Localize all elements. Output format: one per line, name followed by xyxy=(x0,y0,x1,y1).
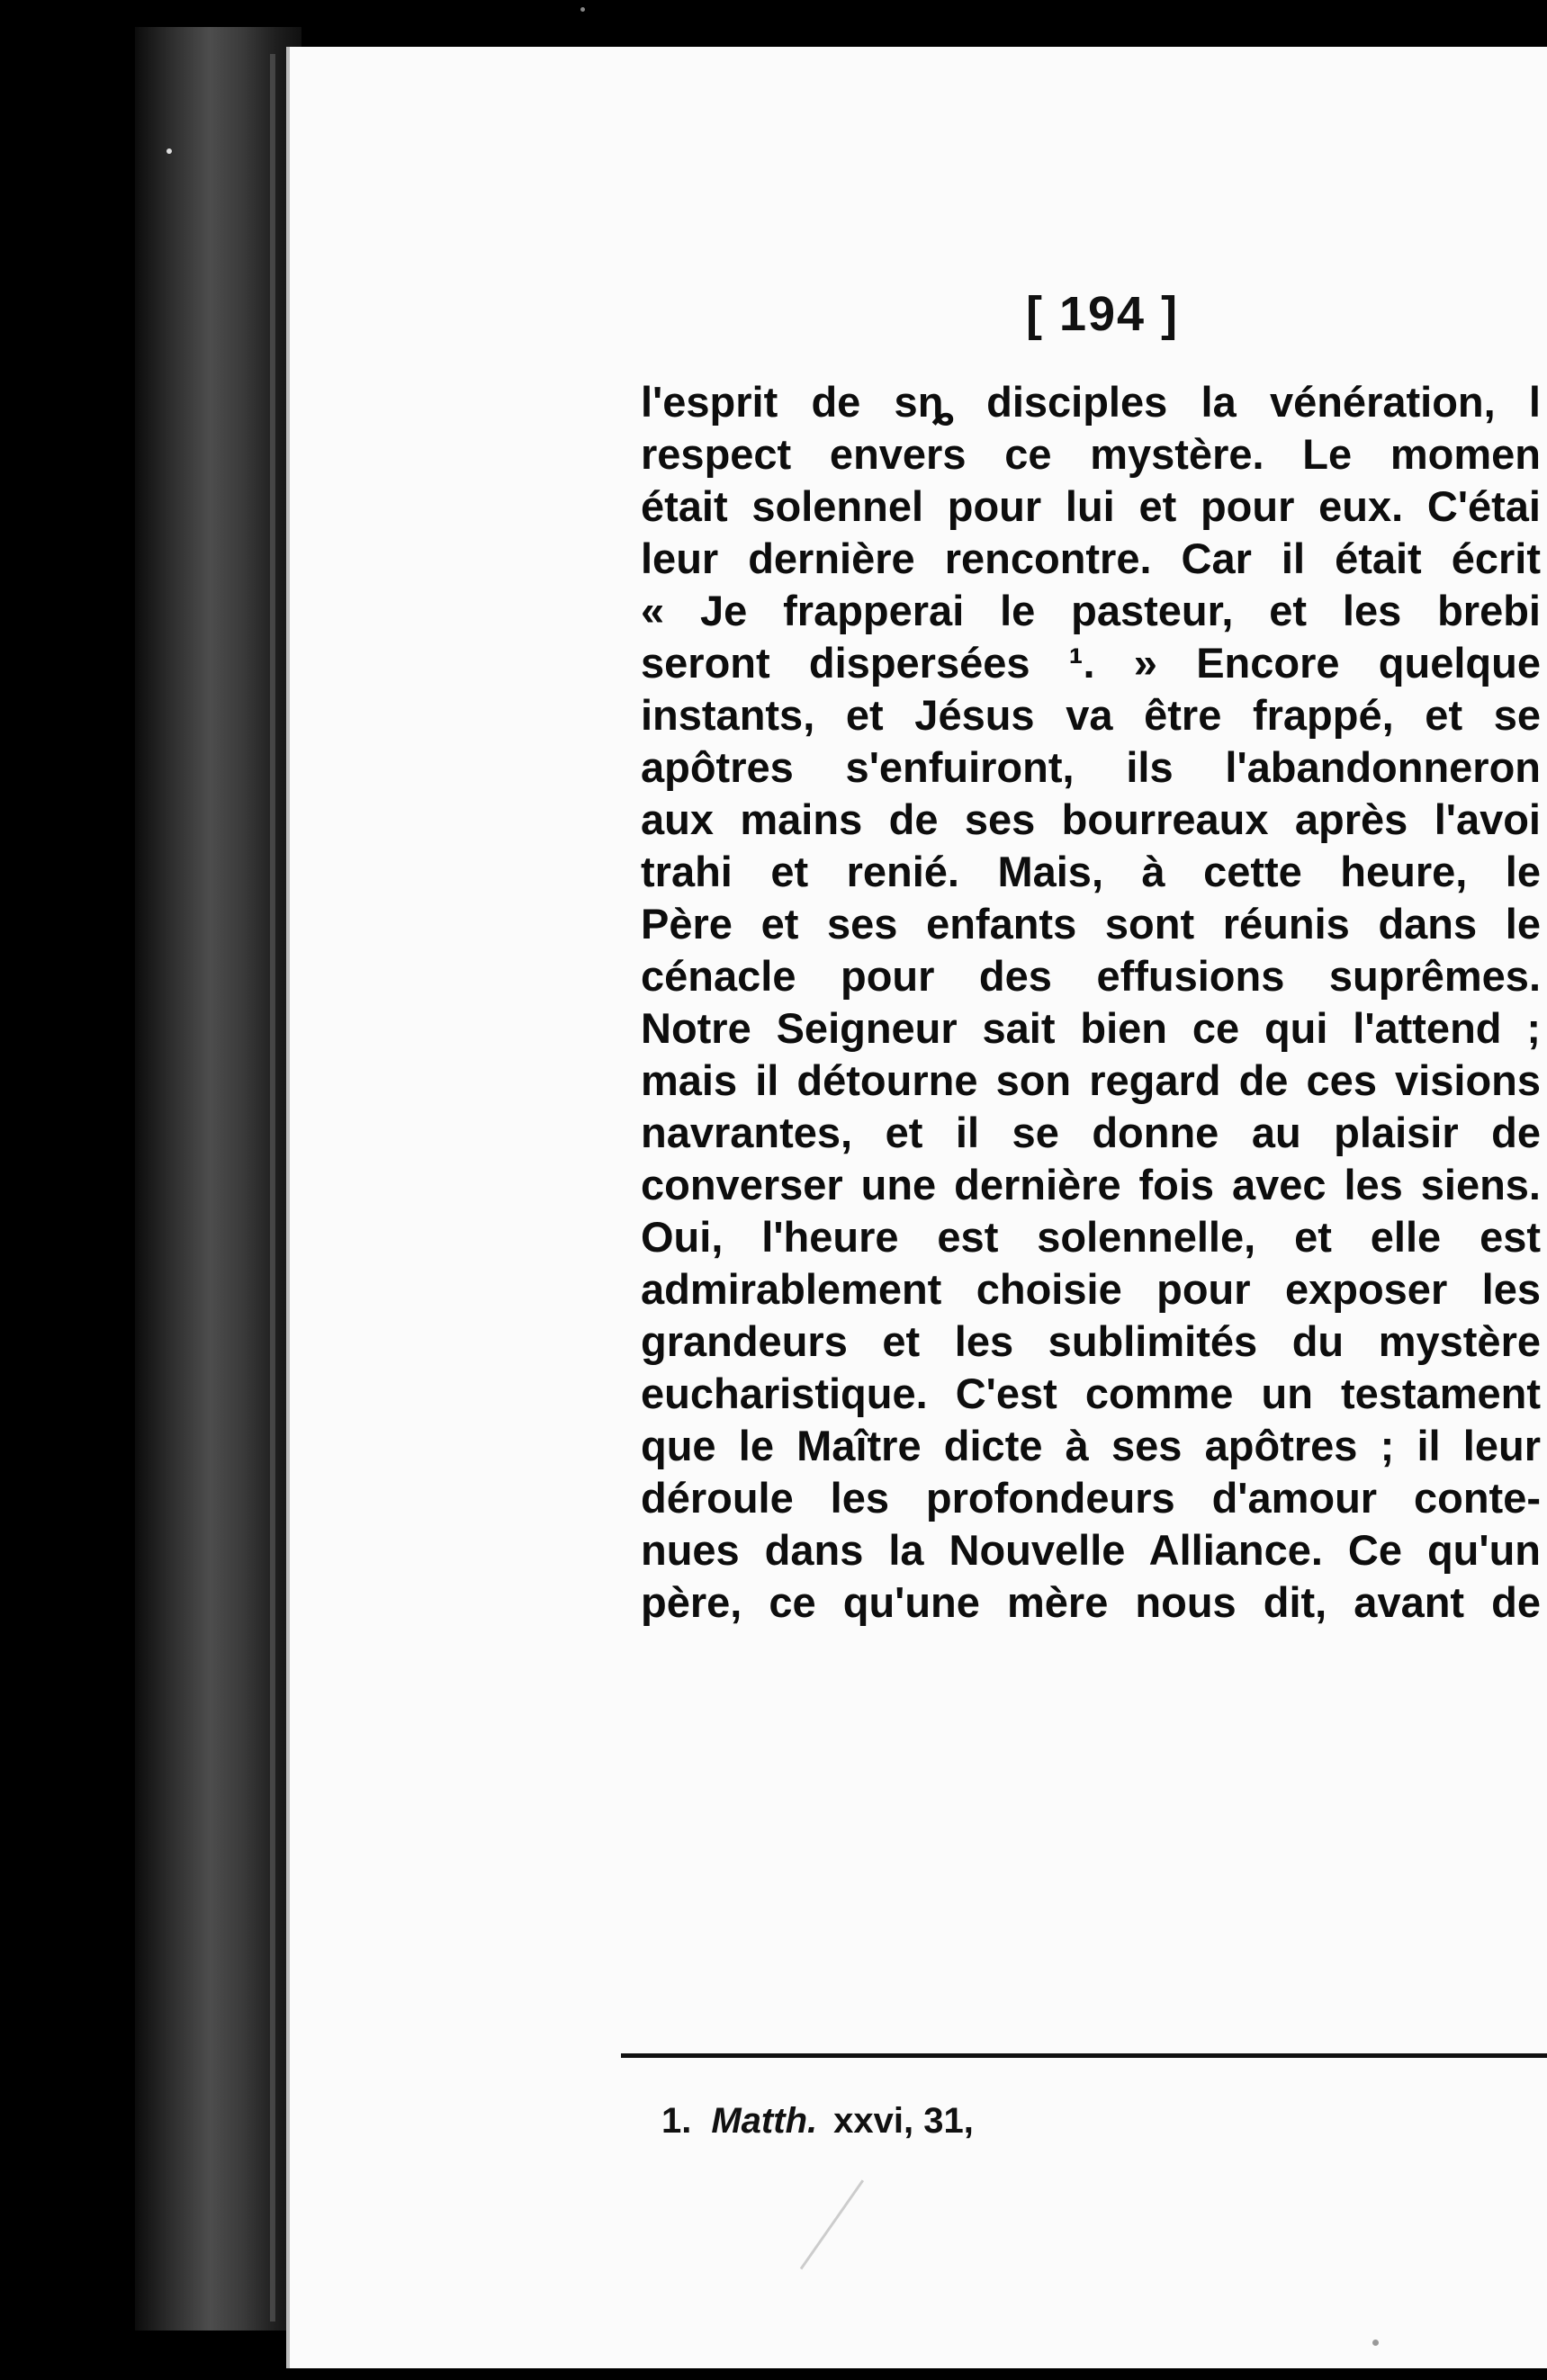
page-number: [ 194 ] xyxy=(1026,287,1180,341)
scan-speck xyxy=(166,148,172,154)
text-line: « Je frapperai le pasteur, et les brebi xyxy=(641,587,1541,634)
text-line: déroule les profondeurs d'amour conte- xyxy=(641,1474,1541,1522)
scan-speck xyxy=(580,7,585,12)
gutter-shadow-line xyxy=(270,54,275,2322)
footnote xyxy=(661,2101,974,2142)
text-line: Père et ses enfants sont réunis dans le xyxy=(641,900,1541,948)
text-line: admirablement choisie pour exposer les xyxy=(641,1265,1541,1313)
text-line: eucharistique. C'est comme un testament xyxy=(641,1370,1541,1417)
text-line: grandeurs et les sublimités du mystère xyxy=(641,1317,1541,1365)
text-line: instants, et Jésus va être frappé, et se xyxy=(641,691,1541,739)
footnote-separator-rule xyxy=(621,2053,1547,2058)
text-line: apôtres s'enfuiront, ils l'abandonneron xyxy=(641,743,1541,791)
text-line: aux mains de ses bourreaux après l'avoi xyxy=(641,795,1541,843)
text-line: était solennel pour lui et pour eux. C'étai xyxy=(641,482,1541,530)
text-line: nues dans la Nouvelle Alliance. Ce qu'un xyxy=(641,1526,1541,1574)
text-line: navrantes, et il se donne au plaisir de xyxy=(641,1109,1541,1156)
text-line: trahi et renié. Mais, à cette heure, le xyxy=(641,848,1541,895)
footnote-location: xxvi, 31, xyxy=(833,2101,974,2141)
text-line: Oui, l'heure est solennelle, et elle est xyxy=(641,1213,1541,1261)
text-line: père, ce qu'une mère nous dit, avant de xyxy=(641,1578,1541,1626)
text-line: respect envers ce mystère. Le momen xyxy=(641,430,1541,478)
body-text xyxy=(641,376,1547,1629)
footnote-reference: Matth. xyxy=(711,2101,818,2141)
text-line: Notre Seigneur sait bien ce qui l'attend ; xyxy=(641,1004,1541,1052)
text-line: seront dispersées ¹. » Encore quelque xyxy=(641,639,1541,687)
text-line: cénacle pour des effusions suprêmes. xyxy=(641,952,1541,1000)
text-line: leur dernière rencontre. Car il était écrit xyxy=(641,534,1541,582)
text-line: converser une dernière fois avec les siens. xyxy=(641,1161,1541,1208)
text-line: que le Maître dicte à ses apôtres ; il leur xyxy=(641,1422,1541,1469)
text-line: mais il détourne son regard de ces visions xyxy=(641,1056,1541,1104)
footnote-number: 1. xyxy=(661,2101,692,2141)
text-line: l'esprit de sȵ disciples la vénération, l xyxy=(641,378,1541,426)
book-binding-gutter xyxy=(135,27,301,2331)
scan-speck xyxy=(1372,2340,1379,2346)
